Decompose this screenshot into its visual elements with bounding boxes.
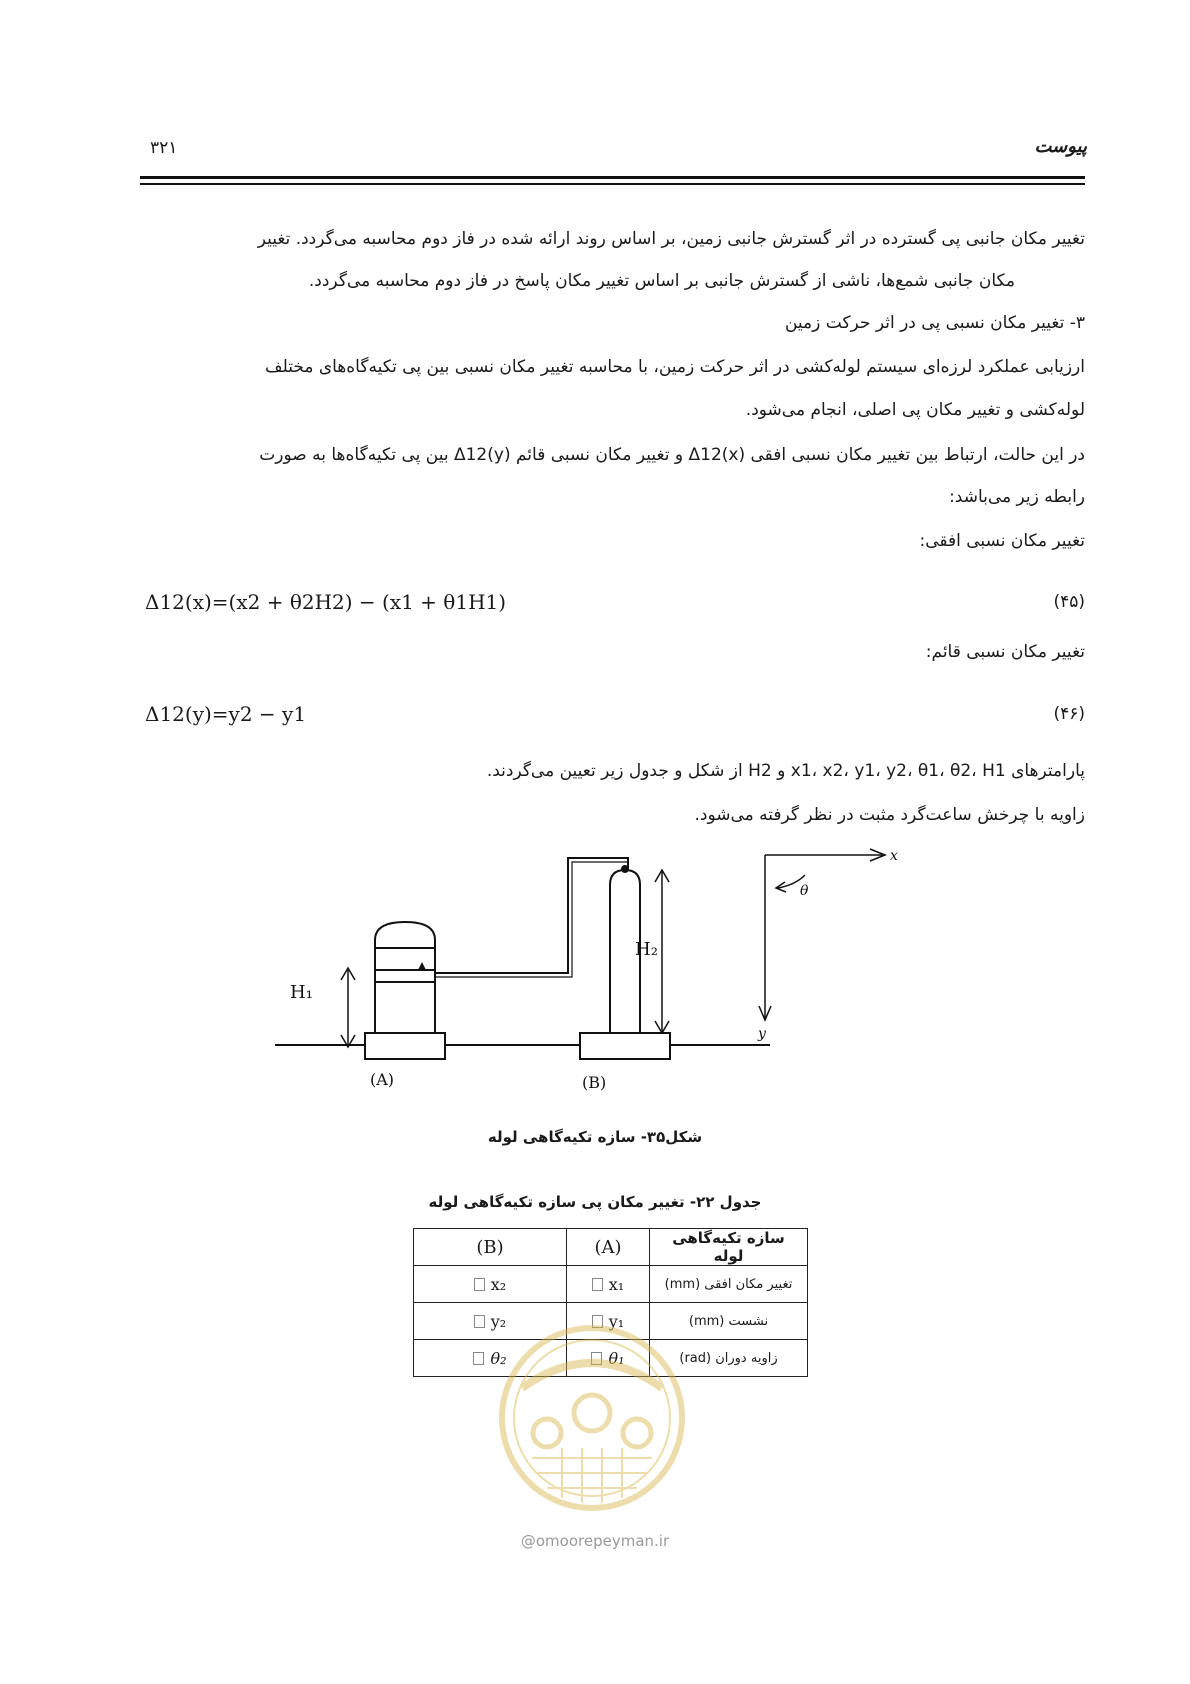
foundation-a xyxy=(365,1033,445,1059)
pipe-support-figure xyxy=(270,840,930,1110)
paragraph-4: پارامترهای x1، x2، y1، y2، θ1، θ2، H1 و H2 از شکل و جدول زیر تعیین می‌گردند. xyxy=(486,761,1085,781)
axis-x-label: x xyxy=(890,848,898,864)
equation-45-number: (۴۵) xyxy=(1053,592,1085,612)
section-heading-3: ۳- تغییر مکان نسبی پی در اثر حرکت زمین xyxy=(784,313,1085,333)
equation-45: Δ12(x)=(x2 + θ2H2) − (x1 + θ1H1) xyxy=(145,590,507,614)
table-header-b: (B) xyxy=(414,1229,567,1266)
running-header: پیوست xyxy=(1034,136,1087,157)
row-label-rotation: زاویه دوران (rad) xyxy=(650,1340,808,1377)
axis-theta-label: θ xyxy=(800,883,809,899)
watermark-emblem-icon xyxy=(482,1318,702,1518)
watermark-text: @omoorepeyman.ir xyxy=(520,1532,670,1550)
cell-y1: y₁ xyxy=(608,1311,625,1331)
axis-y-label: y xyxy=(758,1026,766,1042)
row-label-horizontal: تغییر مکان افقی (mm) xyxy=(650,1266,808,1303)
label-b: (B) xyxy=(582,1073,607,1092)
cell-x2: x₂ xyxy=(490,1274,507,1294)
cell-theta1: θ₁ xyxy=(608,1348,625,1368)
label-h1: H₁ xyxy=(290,982,313,1003)
pipe xyxy=(435,858,628,973)
header-rule-top xyxy=(140,176,1085,179)
equation-46-number: (۴۶) xyxy=(1053,704,1085,724)
table-row xyxy=(414,1266,808,1303)
cell-theta2: θ₂ xyxy=(490,1348,507,1368)
figure-caption: شکل۳۵- سازه تکیه‌گاهی لوله xyxy=(487,1128,703,1146)
label-h2: H₂ xyxy=(635,939,658,960)
paragraph-3-line-2: رابطه زیر می‌باشد: xyxy=(949,487,1085,507)
table-header-a: (A) xyxy=(567,1229,650,1266)
label-vertical-displacement: تغییر مکان نسبی قائم: xyxy=(925,642,1085,662)
label-horizontal-displacement: تغییر مکان نسبی افقی: xyxy=(919,531,1085,551)
foundation-b xyxy=(580,1033,670,1059)
paragraph-5: زاویه با چرخش ساعت‌گرد مثبت در نظر گرفته می‌شود. xyxy=(694,805,1085,825)
watermark-logo xyxy=(482,1318,702,1522)
row-label-settlement: نشست (mm) xyxy=(650,1303,808,1340)
table-header-label: سازه تکیه‌گاهی لوله xyxy=(650,1229,808,1266)
paragraph-2-line-1: ارزیابی عملکرد لرزه‌ای سیستم لوله‌کشی در اثر حرکت زمین، با محاسبه تغییر مکان نسبی بین پی تکیه‌گاه‌های مختلف xyxy=(264,357,1085,377)
cell-y2: y₂ xyxy=(490,1311,507,1331)
vessel-a xyxy=(375,922,435,1033)
label-a: (A) xyxy=(370,1070,395,1089)
paragraph-1-line-1: تغییر مکان جانبی پی گسترده در اثر گسترش جانبی زمین، بر اساس روند ارائه شده در فاز دوم محاسبه می‌گردد. تغییر xyxy=(257,229,1085,249)
equation-46: Δ12(y)=y2 − y1 xyxy=(145,702,307,726)
header-rule-bottom xyxy=(140,183,1085,185)
page-number: ۳۲۱ xyxy=(150,138,178,158)
cell-x1: x₁ xyxy=(608,1274,625,1294)
paragraph-1-line-2: مکان جانبی شمع‌ها، ناشی از گسترش جانبی بر اساس تغییر مکان پاسخ در فاز دوم محاسبه می‌گردد. xyxy=(308,271,1015,291)
table-caption: جدول ۲۲- تغییر مکان پی سازه تکیه‌گاهی لوله xyxy=(428,1193,762,1211)
table-header-row xyxy=(414,1229,808,1266)
paragraph-3-line-1: در این حالت، ارتباط بین تغییر مکان نسبی افقی Δ12(x) و تغییر مکان نسبی قائم Δ12(y) بین پی تکیه‌گاه‌ها به صورت xyxy=(259,445,1085,465)
paragraph-2-line-2: لوله‌کشی و تغییر مکان پی اصلی، انجام می‌شود. xyxy=(745,400,1085,420)
